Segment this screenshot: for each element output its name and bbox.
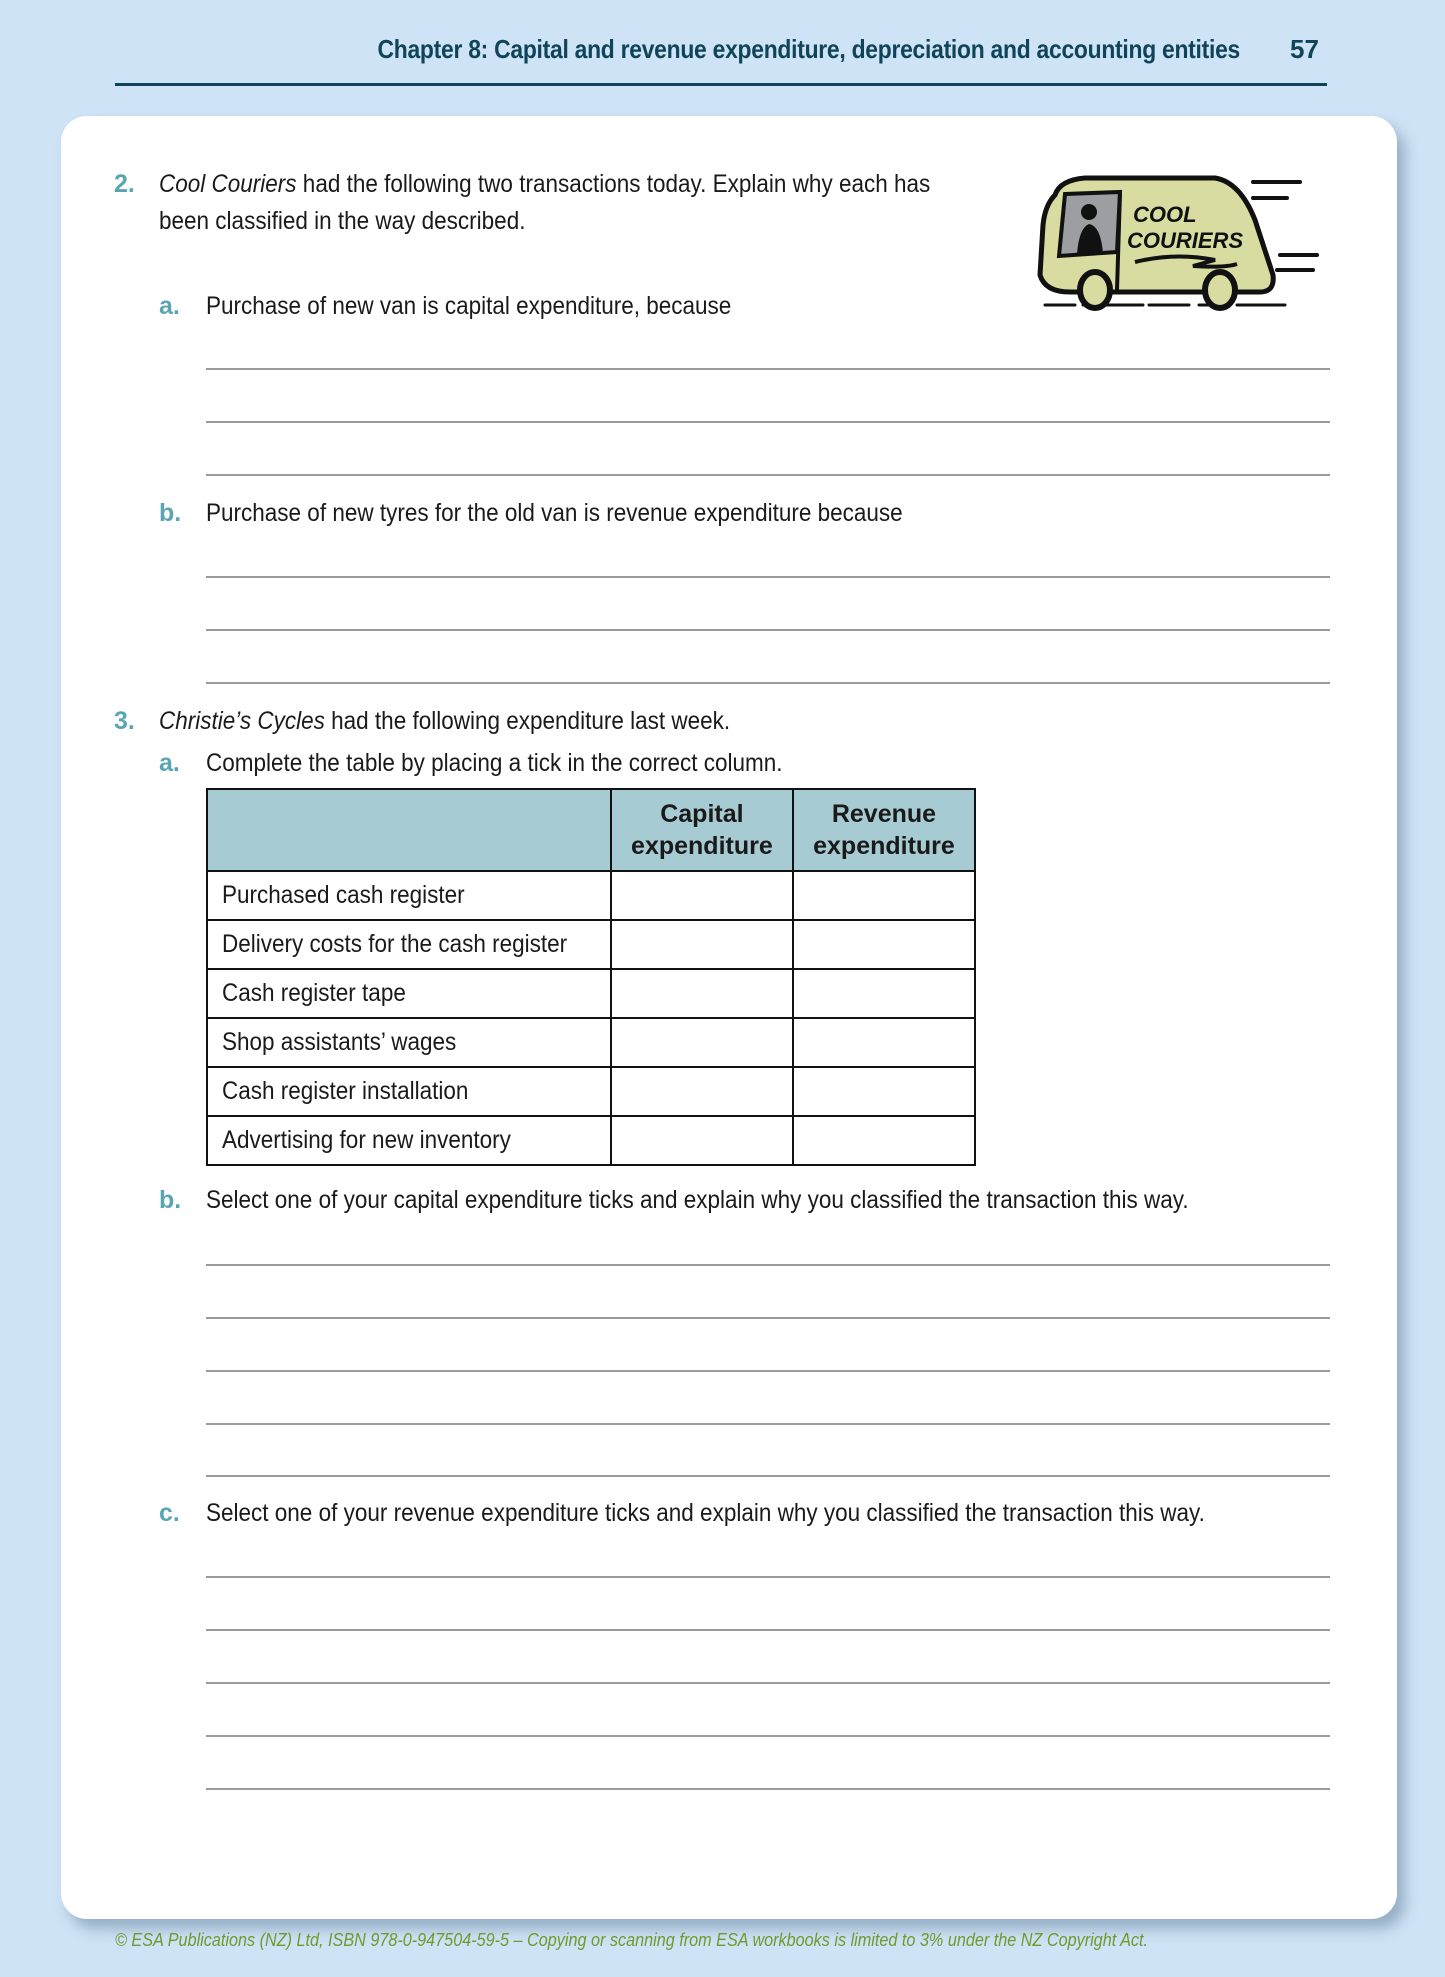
answer-line[interactable] <box>206 1735 1330 1737</box>
question-2-intro-line2: been classified in the way described. <box>159 207 526 235</box>
capital-tick-cell[interactable] <box>611 1067 793 1116</box>
capital-tick-cell[interactable] <box>611 1116 793 1165</box>
item-text: Purchased cash register <box>222 881 465 909</box>
column-header-revenue <box>793 789 975 871</box>
page-number: 57 <box>1290 34 1319 64</box>
part-3a-text: Complete the table by placing a tick in the correct column. <box>206 749 783 777</box>
table-row <box>207 1116 975 1165</box>
van-text-couriers: COURIERS <box>1127 228 1244 253</box>
part-2a-text: Purchase of new van is capital expenditure, because <box>206 292 732 320</box>
question-3-number: 3. <box>114 707 135 735</box>
item-cell <box>207 969 611 1018</box>
capital-tick-cell[interactable] <box>611 920 793 969</box>
table-row <box>207 1018 975 1067</box>
item-cell <box>207 920 611 969</box>
answer-line[interactable] <box>206 1423 1330 1425</box>
answer-line[interactable] <box>206 1629 1330 1631</box>
chapter-title: Chapter 8: Capital and revenue expenditure, depreciation and accounting entities <box>377 34 1240 64</box>
table-row <box>207 871 975 920</box>
answer-line[interactable] <box>206 368 1330 370</box>
company-name: Cool Couriers <box>159 170 297 198</box>
answer-line[interactable] <box>206 1682 1330 1684</box>
answer-line[interactable] <box>206 682 1330 684</box>
item-text: Delivery costs for the cash register <box>222 930 568 958</box>
item-text: Cash register tape <box>222 979 406 1007</box>
van-icon <box>1025 170 1325 315</box>
item-text: Cash register installation <box>222 1077 469 1105</box>
revenue-tick-cell[interactable] <box>793 1067 975 1116</box>
column-header-capital <box>611 789 793 871</box>
capital-tick-cell[interactable] <box>611 871 793 920</box>
capital-tick-cell[interactable] <box>611 969 793 1018</box>
question-2-number: 2. <box>114 170 135 198</box>
item-cell <box>207 1067 611 1116</box>
answer-line[interactable] <box>206 629 1330 631</box>
revenue-tick-cell[interactable] <box>793 969 975 1018</box>
item-cell <box>207 1018 611 1067</box>
question-3-intro <box>159 707 730 736</box>
table-row <box>207 969 975 1018</box>
revenue-tick-cell[interactable] <box>793 920 975 969</box>
header-line: expenditure <box>631 832 773 860</box>
expenditure-table <box>206 788 976 1166</box>
answer-line[interactable] <box>206 1788 1330 1790</box>
revenue-tick-cell[interactable] <box>793 1018 975 1067</box>
header-line: Capital <box>660 800 744 828</box>
answer-line[interactable] <box>206 1475 1330 1477</box>
table-row <box>207 1067 975 1116</box>
question-2-intro <box>159 170 930 199</box>
part-3a-label: a. <box>159 749 180 777</box>
revenue-tick-cell[interactable] <box>793 871 975 920</box>
item-cell <box>207 871 611 920</box>
table-row <box>207 920 975 969</box>
table-header-row <box>207 789 975 871</box>
question-3-intro-text: had the following expenditure last week. <box>324 707 731 735</box>
answer-line[interactable] <box>206 576 1330 578</box>
column-header-item <box>207 789 611 871</box>
capital-tick-cell[interactable] <box>611 1018 793 1067</box>
part-3b-label: b. <box>159 1186 182 1214</box>
header-divider <box>115 83 1327 86</box>
van-text-cool: COOL <box>1133 202 1197 227</box>
answer-line[interactable] <box>206 1370 1330 1372</box>
item-cell <box>207 1116 611 1165</box>
item-text: Shop assistants’ wages <box>222 1028 457 1056</box>
answer-line[interactable] <box>206 1264 1330 1266</box>
part-2b-label: b. <box>159 499 182 527</box>
answer-line[interactable] <box>206 474 1330 476</box>
item-text: Advertising for new inventory <box>222 1126 511 1154</box>
revenue-tick-cell[interactable] <box>793 1116 975 1165</box>
part-3c-label: c. <box>159 1499 180 1527</box>
question-2-intro-text: had the following two transactions today. Explain why each has <box>296 170 931 198</box>
part-2b-text: Purchase of new tyres for the old van is revenue expenditure because <box>206 499 903 527</box>
part-3c-text: Select one of your revenue expenditure ticks and explain why you classified the transaction this way. <box>206 1499 1205 1527</box>
company-name: Christie’s Cycles <box>159 707 325 735</box>
answer-line[interactable] <box>206 1576 1330 1578</box>
part-2a-label: a. <box>159 292 180 320</box>
answer-line[interactable] <box>206 421 1330 423</box>
copyright-footer: © ESA Publications (NZ) Ltd, ISBN 978-0-947504-59-5 – Copying or scanning from ESA workbooks is limited to 3% under the NZ Copyright Act. <box>115 1930 1149 1950</box>
header-line: expenditure <box>813 832 955 860</box>
header-line: Revenue <box>831 800 937 828</box>
answer-line[interactable] <box>206 1317 1330 1319</box>
part-3b-text: Select one of your capital expenditure ticks and explain why you classified the transaction this way. <box>206 1186 1189 1214</box>
